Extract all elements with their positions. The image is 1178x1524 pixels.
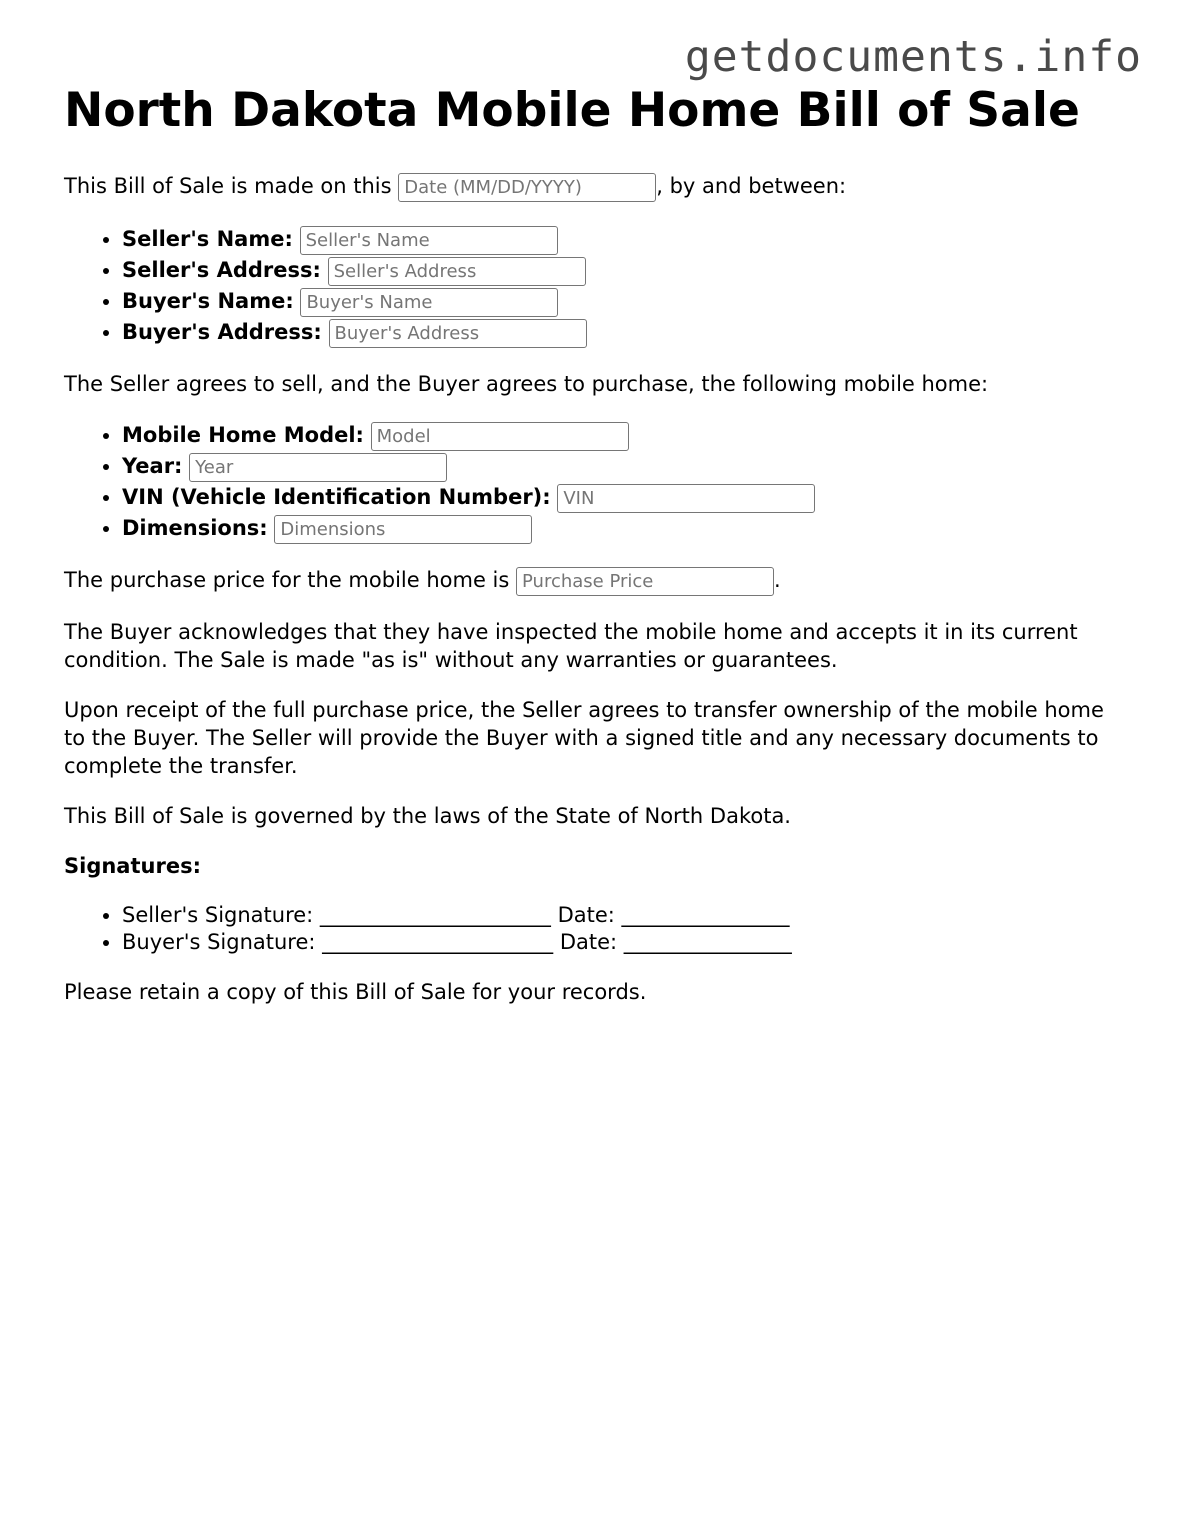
vin-input[interactable] bbox=[557, 484, 815, 513]
transfer-paragraph: Upon receipt of the full purchase price, the Seller agrees to transfer ownership of the mobile home to the Buyer. The Seller will provide the Buyer with a signed title and any necessary documents to complete the transfer. bbox=[64, 698, 1104, 778]
closing-paragraph: Please retain a copy of this Bill of Sale for your records. bbox=[64, 980, 647, 1004]
page-title: North Dakota Mobile Home Bill of Sale bbox=[64, 83, 1080, 138]
price-text-before: The purchase price for the mobile home is bbox=[64, 568, 516, 592]
buyer-name-label: Buyer's Name: bbox=[122, 289, 294, 313]
list-item bbox=[122, 482, 1124, 513]
seller-name-input[interactable] bbox=[300, 226, 558, 255]
buyer-address-input[interactable] bbox=[329, 319, 587, 348]
list-item bbox=[122, 255, 1124, 286]
list-item bbox=[122, 286, 1124, 317]
seller-address-label: Seller's Address: bbox=[122, 258, 321, 282]
intro-paragraph bbox=[64, 172, 1124, 202]
price-paragraph bbox=[64, 566, 1124, 596]
list-item bbox=[122, 420, 1124, 451]
seller-signature-line: • Seller's Signature: ______________________ Date: ________________ bbox=[122, 902, 1124, 929]
seller-name-label: Seller's Name: bbox=[122, 227, 293, 251]
list-item bbox=[122, 451, 1124, 482]
year-label: Year: bbox=[122, 454, 183, 478]
intro-text-after: , by and between: bbox=[656, 174, 847, 198]
dimensions-input[interactable] bbox=[274, 515, 532, 544]
list-item bbox=[122, 224, 1124, 255]
purchase-price-input[interactable] bbox=[516, 567, 774, 596]
year-input[interactable] bbox=[189, 453, 447, 482]
date-input[interactable] bbox=[398, 173, 656, 202]
agreement-paragraph: The Seller agrees to sell, and the Buyer agrees to purchase, the following mobile home: bbox=[64, 372, 989, 396]
buyer-name-input[interactable] bbox=[300, 288, 558, 317]
as-is-paragraph: The Buyer acknowledges that they have inspected the mobile home and accepts it in its current condition. The Sale is made "as is" without any warranties or guarantees. bbox=[64, 620, 1078, 672]
list-item bbox=[122, 317, 1124, 348]
model-label: Mobile Home Model: bbox=[122, 423, 364, 447]
intro-text-before: This Bill of Sale is made on this bbox=[64, 174, 399, 198]
dimensions-label: Dimensions: bbox=[122, 516, 268, 540]
price-text-after: . bbox=[774, 568, 781, 592]
seller-address-input[interactable] bbox=[328, 257, 586, 286]
parties-list bbox=[64, 224, 1124, 348]
signatures-list bbox=[64, 902, 1124, 956]
model-input[interactable] bbox=[371, 422, 629, 451]
home-details-list bbox=[64, 420, 1124, 544]
watermark: getdocuments.info bbox=[684, 32, 1142, 82]
governing-law-paragraph: This Bill of Sale is governed by the laws of the State of North Dakota. bbox=[64, 804, 791, 828]
buyer-address-label: Buyer's Address: bbox=[122, 320, 322, 344]
list-item bbox=[122, 513, 1124, 544]
document bbox=[64, 80, 1124, 1028]
vin-label: VIN (Vehicle Identification Number): bbox=[122, 485, 551, 509]
signatures-heading: Signatures: bbox=[64, 854, 201, 878]
buyer-signature-line: • Buyer's Signature: ______________________ Date: ________________ bbox=[122, 929, 1124, 956]
